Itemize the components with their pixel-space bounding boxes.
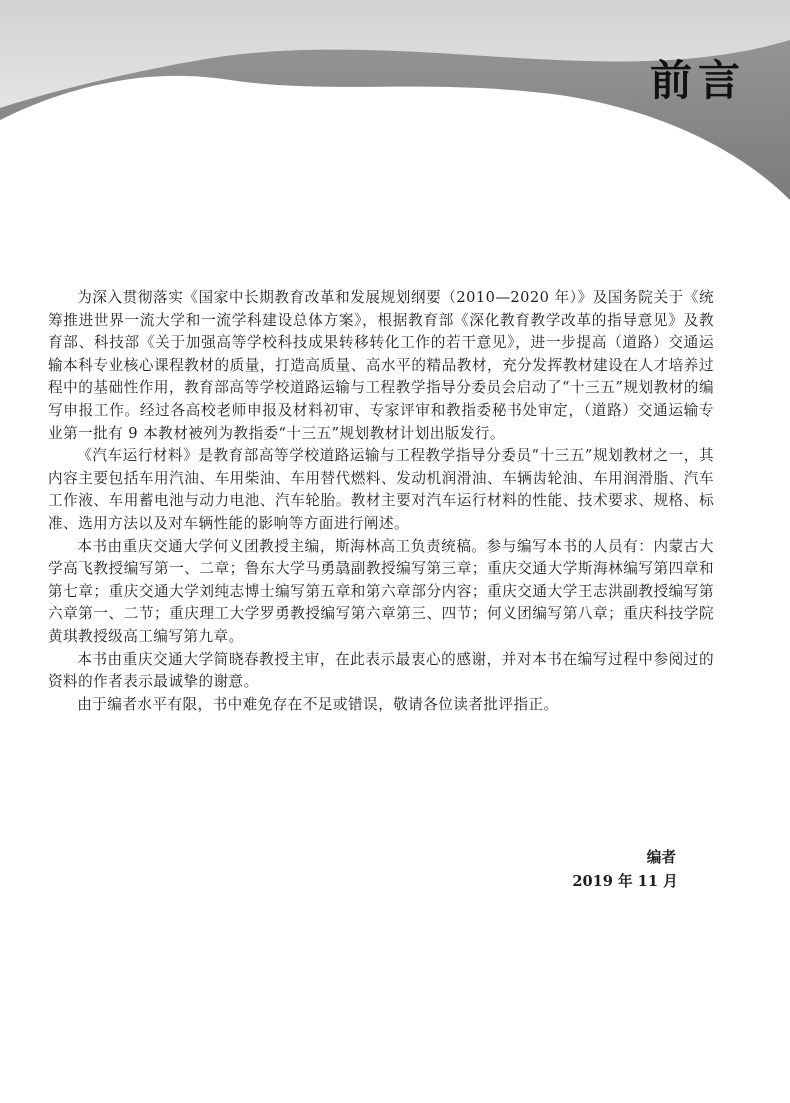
signature-author: 编者 — [646, 849, 676, 866]
preface-paragraph: 《汽车运行材料》是教育部高等学校道路运输与工程教学指导分委员“十三五”规划教材之一，其内容主要包括车用汽油、车用柴油、车用替代燃料、发动机润滑油、车辆齿轮油、车用润滑脂、汽车工作液、车用蓄电池与动力电池、汽车轮胎。教材主要对汽车运行材料的性能、技术要求、规格、标准、选用方法以及对车辆性能的影响等方面进行阐述。 — [48, 447, 714, 532]
preface-paragraph: 本书由重庆交通大学何义团教授主编，斯海林高工负责统稿。参与编写本书的人员有：内蒙古大学高飞教授编写第一、二章；鲁东大学马勇骉副教授编写第三章；重庆交通大学斯海林编写第四章和第七章；重庆交通大学刘纯志博士编写第五章和第六章部分内容；重庆交通大学王志洪副教授编写第六章第一、二节；重庆理工大学罗勇教授编写第六章第三、四节；何义团编写第八章；重庆科技学院黄琪教授级高工编写第九章。 — [48, 537, 714, 645]
preface-paragraph: 本书由重庆交通大学简晓春教授主审，在此表示最衷心的感谢，并对本书在编写过程中参阅过的资料的作者表示最诚挚的谢意。 — [48, 650, 714, 691]
signature-date: 2019 年 11 月 — [572, 873, 678, 890]
header-band — [0, 0, 790, 210]
preface-paragraph: 为深入贯彻落实《国家中长期教育改革和发展规划纲要（2010—2020 年）》及国务院关于《统筹推进世界一流大学和一流学科建设总体方案》，根据教育部《深化教育教学改革的指导意见》及教育部、科技部《关于加强高等学校科技成果转移转化工作的若干意见》，进一步提高（道路）交通运输本科专业核心课程教材的质量，打造高质量、高水平的精品教材，充分发挥教材建设在人才培养过程中的基础性作用，教育部高等学校道路运输与工程教学指导分委员会启动了“十三五”规划教材的编写申报工作。经过各高校老师申报及材料初审、专家评审和教指委秘书处审定，（道路）交通运输专业第一批有 9 本教材被列为教指委“十三五”规划教材计划出版发行。 — [48, 289, 714, 442]
preface-paragraph: 由于编者水平有限，书中难免存在不足或错误，敬请各位读者批评指正。 — [77, 695, 559, 713]
preface-body — [48, 287, 714, 716]
page-title: 前言 — [649, 56, 746, 105]
signature-block — [560, 846, 690, 894]
